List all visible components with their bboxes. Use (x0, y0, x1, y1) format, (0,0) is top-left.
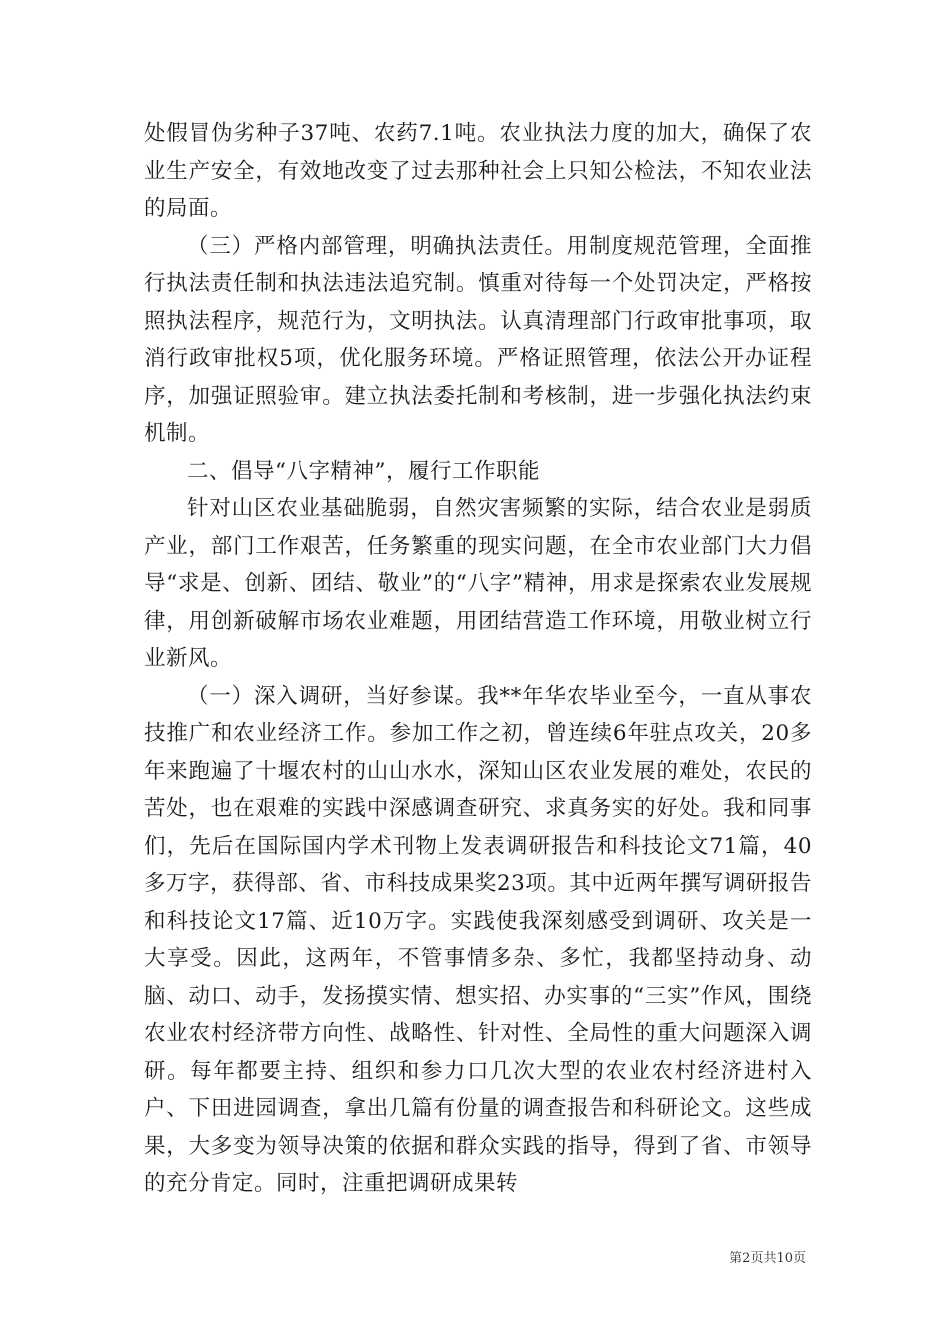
paragraph-enforcement-results: 处假冒伪劣种子37吨、农药7.1吨。农业执法力度的加大，确保了农业生产安全，有效地改变了过去那种社会上只知公检法，不知农业法的局面。 (144, 121, 812, 221)
paragraph-in-depth-research: （一）深入调研，当好参谋。我**年华农毕业至今，一直从事农技推广和农业经济工作。参加工作之初，曾连续6年驻点攻关，20多年来跑遍了十堰农村的山山水水，深知山区农业发展的难处，农民的苦处，也在艰难的实践中深感调查研究、求真务实的好处。我和同事们，先后在国际国内学术刊物上发表调研报告和科技论文71篇，40多万字，获得部、省、市科技成果奖23项。其中近两年撰写调研报告和科技论文17篇、近10万字。实践使我深刻感受到调研、攻关是一大享受。因此，这两年，不管事情多杂、多忙，我都坚持动身、动脑、动口、动手，发扬摸实情、想实招、办实事的“三实”作风，围绕农业农村经济带方向性、战略性、针对性、全局性的重大问题深入调研。每年都要主持、组织和参力口几次大型的农业农村经济进村入户、下田进园调查，拿出几篇有份量的调查报告和科研论文。这些成果，大多变为领导决策的依据和群众实践的指导，得到了省、市领导的充分肯定。同时，注重把调研成果转 (144, 683, 812, 1196)
section-heading-eight-character-spirit: 二、倡导“八字精神”，履行工作职能 (187, 458, 540, 484)
page-number: 第2页共10页 (729, 1251, 806, 1266)
paragraph-spirit-advocacy: 针对山区农业基础脆弱，自然灾害频繁的实际，结合农业是弱质产业，部门工作艰苦，任务繁重的现实问题，在全市农业部门大力倡导“求是、创新、团结、敬业”的“八字”精神，用求是探索农业发展规律，用创新破解市场农业难题，用团结营造工作环境，用敬业树立行业新风。 (144, 496, 812, 671)
document-body (144, 115, 812, 1203)
paragraph-internal-management: （三）严格内部管理，明确执法责任。用制度规范管理，全面推行执法责任制和执法违法追究制。慎重对待每一个处罚决定，严格按照执法程序，规范行为，文明执法。认真清理部门行政审批事项，取消行政审批权5项，优化服务环境。严格证照管理，依法公开办证程序，加强证照验审。建立执法委托制和考核制，进一步强化执法约束机制。 (144, 233, 812, 446)
